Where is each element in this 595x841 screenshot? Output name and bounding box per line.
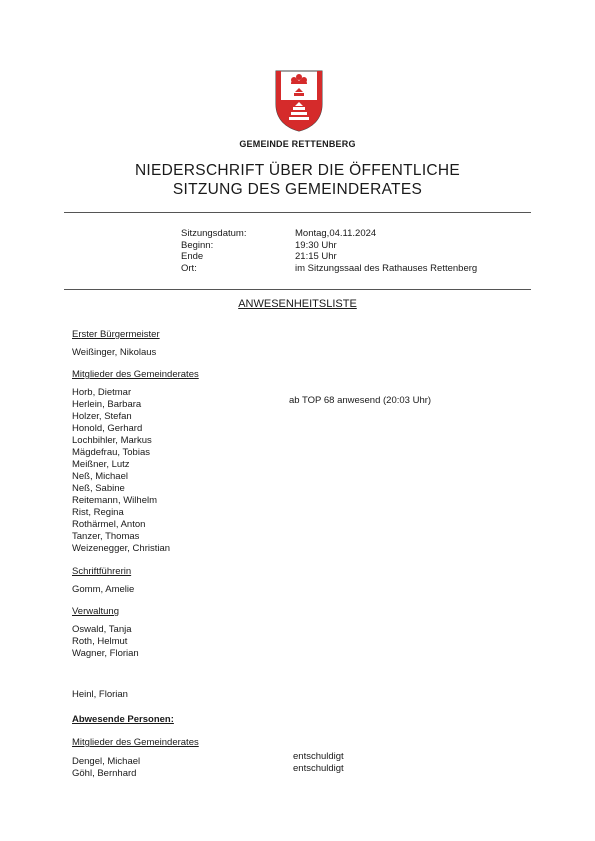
list-item: Wagner, Florian — [72, 648, 139, 659]
list-item: Gomm, Amelie — [72, 584, 135, 595]
mayor-heading: Erster Bürgermeister — [72, 329, 160, 340]
list-item: Holzer, Stefan — [72, 411, 132, 422]
document-title-line-1: NIEDERSCHRIFT ÜBER DIE ÖFFENTLICHE — [134, 162, 461, 179]
secretary-list — [72, 584, 134, 596]
administration-heading: Verwaltung — [72, 606, 120, 617]
end-value: 21:15 Uhr — [295, 251, 337, 262]
start-label: Beginn: — [181, 239, 214, 251]
municipality-name: GEMEINDE RETTENBERG — [239, 139, 356, 149]
secretary-heading: Schriftführerin — [72, 566, 132, 577]
list-item: Weißinger, Nikolaus — [72, 347, 157, 358]
list-item: Dengel, Michael — [72, 756, 141, 767]
list-item: Neß, Sabine — [72, 483, 125, 494]
late-arrival-note: ab TOP 68 anwesend (20:03 Uhr) — [289, 395, 432, 406]
list-item: Meißner, Lutz — [72, 459, 130, 470]
absent-council-heading: Mitglieder des Gemeinderates — [72, 737, 199, 748]
list-item: Weizenegger, Christian — [72, 543, 171, 554]
attendance-list-title: ANWESENHEITSLISTE — [238, 298, 357, 310]
list-item: Göhl, Bernhard — [72, 768, 137, 779]
list-item: Reitemann, Wilhelm — [72, 495, 157, 506]
list-item: Lochbihler, Markus — [72, 435, 152, 446]
divider-bottom — [64, 289, 531, 290]
absence-reason: entschuldigt — [293, 763, 344, 774]
list-item: Tanzer, Thomas — [72, 531, 140, 542]
absent-reasons — [293, 751, 344, 775]
end-label: Ende — [181, 251, 204, 262]
start-value: 19:30 Uhr — [295, 239, 337, 251]
list-item: Roth, Helmut — [72, 636, 128, 647]
absence-reason: entschuldigt — [293, 751, 344, 762]
council-heading: Mitglieder des Gemeinderates — [72, 369, 199, 380]
council-list — [72, 387, 170, 555]
location-value: im Sitzungssaal des Rathauses Rettenberg — [295, 262, 478, 274]
location-label: Ort: — [181, 262, 197, 274]
list-item: Rist, Regina — [72, 507, 124, 518]
session-date-value: Montag,04.11.2024 — [295, 228, 377, 239]
list-item: Mägdefrau, Tobias — [72, 447, 150, 458]
list-item: Heinl, Florian — [72, 689, 128, 700]
administration-list — [72, 624, 139, 660]
absent-heading: Abwesende Personen: — [72, 714, 174, 725]
list-item: Honold, Gerhard — [72, 423, 143, 434]
other-attendee-list — [72, 689, 128, 701]
list-item: Rothärmel, Anton — [72, 519, 146, 530]
meeting-info-values — [295, 228, 477, 274]
list-item: Herlein, Barbara — [72, 399, 142, 410]
absent-list — [72, 756, 140, 780]
divider-top — [64, 212, 531, 213]
municipal-crest-logo — [275, 70, 323, 132]
list-item: Horb, Dietmar — [72, 387, 132, 398]
mayor-list — [72, 347, 156, 359]
meeting-info-labels — [181, 228, 246, 274]
session-date-label: Sitzungsdatum: — [181, 228, 247, 239]
list-item: Neß, Michael — [72, 471, 128, 482]
document-title-line-2: SITZUNG DES GEMEINDERATES — [172, 181, 423, 198]
list-item: Oswald, Tanja — [72, 624, 132, 635]
